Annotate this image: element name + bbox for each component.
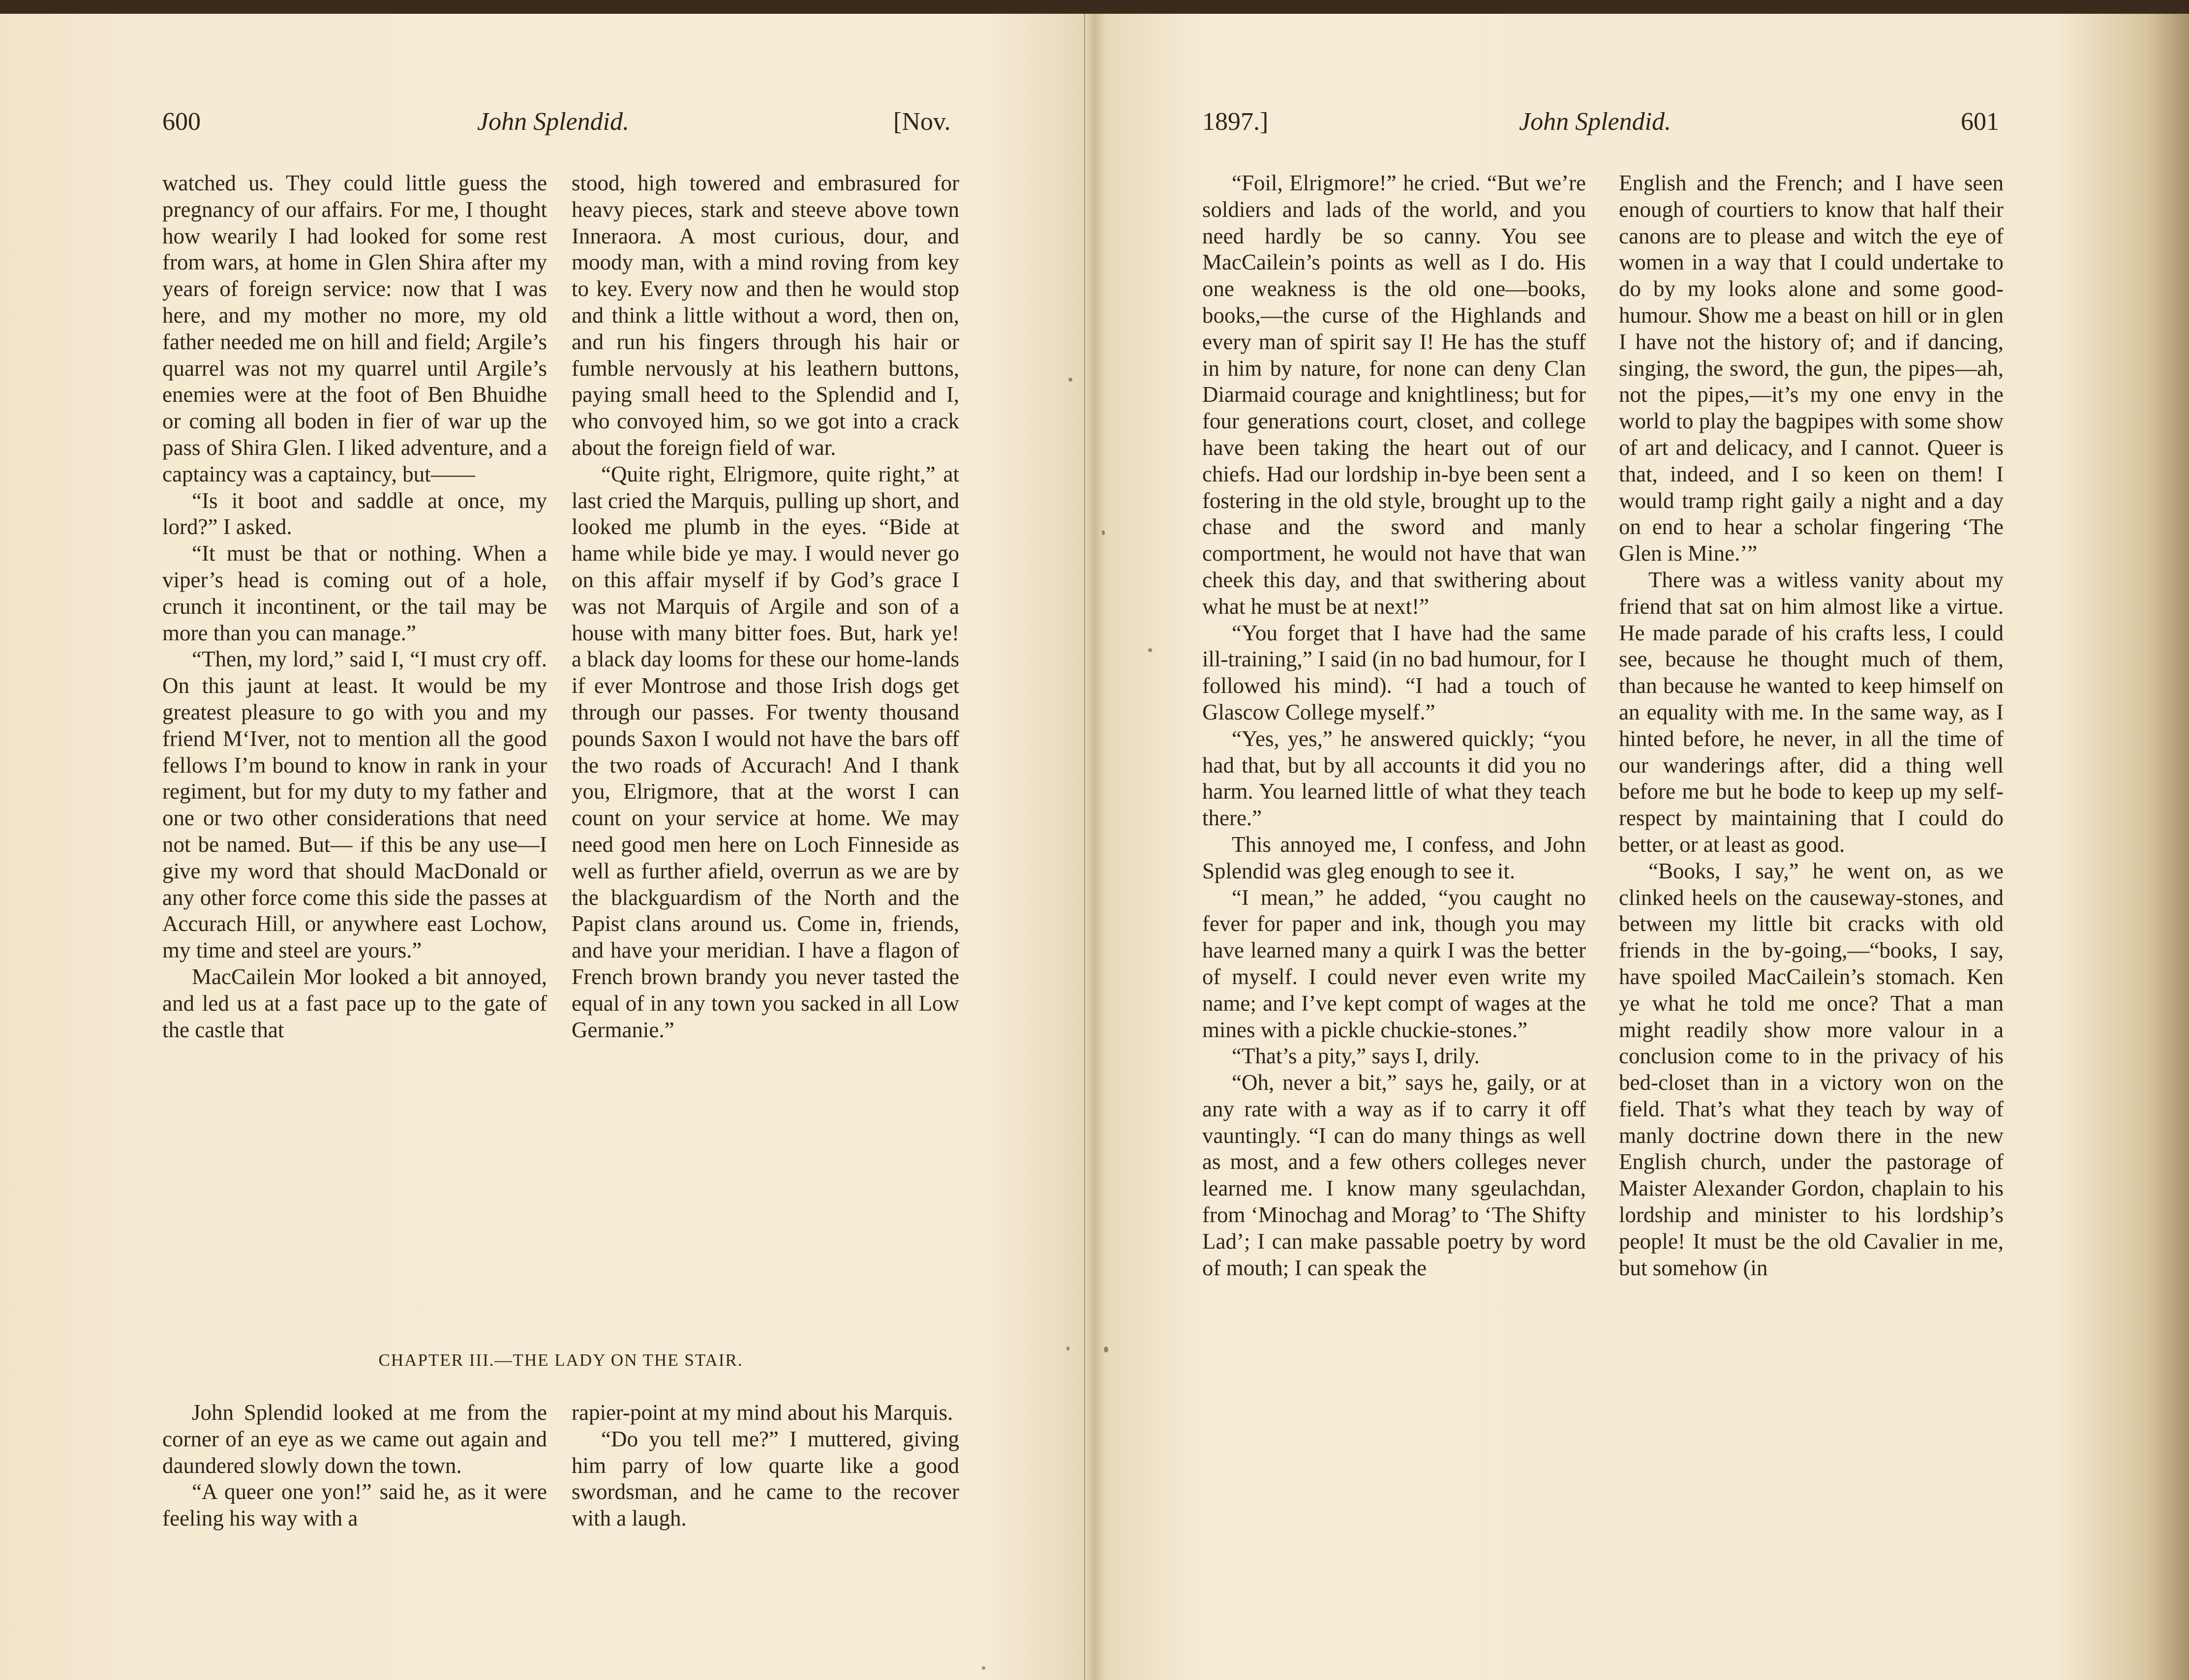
paragraph: rapier-point at my mind about his Marquis. — [572, 1400, 953, 1425]
text-column — [572, 170, 959, 1043]
paragraph: “Foil, Elrigmore!” he cried. “But we’re soldiers and lads of the world, and you need hardly be so canny. You see MacCailein’s points as well as I do. His one weakness is the old one—books, books,—the curse of the Highlands and every man of spirit say I! He has the stuff in him by nature, for none can deny Clan Diarmaid courage and knightliness; but for four generations court, closet, and college have been taking the heart out of our chiefs. Had our lordship in-bye been sent a fostering in the old style, brought up to the chase and the sword and manly comportment, he would not have that wan cheek this day, and that swithering about what he must be at next!” — [1202, 171, 1586, 619]
paragraph: stood, high towered and embrasured for heavy pieces, stark and steeve above town Inneraora. A most curious, dour, and moody man, with a mind roving from key to key. Every now and then he would stop and think a little without a word, then on, and run his fingers through his hair or fumble nervously at his leathern buttons, paying small heed to the Splendid and I, who convoyed him, so we got into a crack about the foreign field of war. — [572, 171, 959, 460]
paper-speck — [1066, 1347, 1069, 1350]
left-page — [0, 14, 1084, 1680]
paragraph: “A queer one yon!” said he, as it were feeling his way with a — [162, 1479, 547, 1531]
running-title: John Splendid. — [477, 108, 630, 136]
paragraph: “You forget that I have had the same ill-training,” I said (in no bad humour, for I followed his mind). “I had a touch of Glascow College myself.” — [1202, 620, 1586, 724]
book-spread — [0, 14, 2189, 1680]
paragraph: “Yes, yes,” he answered quickly; “you had that, but by all accounts it did you no harm. You learned little of what they teach there.” — [1202, 726, 1586, 831]
paragraph: “I mean,” he added, “you caught no fever for paper and ink, though you may have learned many a quirk I was the better of myself. I could never even write my name; and I’ve kept compt of wages at the mines with a pickle chuckie-stones.” — [1202, 885, 1586, 1042]
paragraph: English and the French; and I have seen enough of courtiers to know that half their canons are to please and witch the eye of women in a way that I could undertake to do by my looks alone and some good-humour. Show me a beast on hill or in glen I have not the history of; and if dancing, singing, the sword, the gun, the pipes—ah, not the pipes,—it’s my one envy in the world to play the bagpipes with some show of art and delicacy, and I cannot. Queer is that, indeed, and I so keen on them! I would tramp right gaily a night and a day on end to hear a scholar fingering ‘The Glen is Mine.’” — [1619, 171, 2004, 566]
paragraph: “Then, my lord,” said I, “I must cry off. On this jaunt at least. It would be my greatest pleasure to go with you and my friend M‘Iver, not to mention all the good fellows I’m bound to know in rank in your regiment, but for my duty to my father and one or two other considerations that need not be named. But— if this be any use—I give my word that should MacDonald or any other force come this side the passes at Accurach Hill, or anywhere east Lochow, my time and steel are yours.” — [162, 647, 547, 963]
paper-speck — [1104, 1347, 1108, 1352]
text-column — [1619, 170, 2004, 1281]
paper-speck — [982, 1666, 985, 1670]
page-number: 601 — [1961, 108, 1999, 136]
paragraph: watched us. They could little guess the pregnancy of our affairs. For me, I thought how wearily I had looked for some rest from wars, at home in Glen Shira after my years of foreign service: now that I was here, and my mother no more, my old father needed me on hill and field; Argile’s quarrel was not my quarrel until Argile’s enemies were at the foot of Ben Bhuidhe or coming all boden in fier of war up the pass of Shira Glen. I liked adventure, and a captaincy was a captaincy, but—— — [162, 171, 547, 486]
paper-speck — [1068, 378, 1072, 382]
paragraph: There was a witless vanity about my friend that sat on him almost like a virtue. He made parade of his crafts less, I could see, because he thought much of them, than because he wanted to keep himself on an equality with me. In the same way, as I hinted before, he never, in all the time of our wanderings after, did a thing well before me but he bode to keep up my self-respect by maintaining that I could do better, or at least as good. — [1619, 567, 2004, 857]
paragraph: John Splendid looked at me from the corner of an eye as we came out again and daundered slowly down the town. — [162, 1400, 547, 1478]
text-column — [162, 170, 547, 1043]
running-title: John Splendid. — [1519, 108, 1672, 136]
paragraph: “That’s a pity,” says I, drily. — [1232, 1044, 1480, 1069]
text-column — [572, 1400, 959, 1532]
paragraph: “Do you tell me?” I muttered, giving him parry of low quarte like a good swordsman, and he came to the recover with a laugh. — [572, 1426, 959, 1531]
right-page — [1085, 14, 2189, 1680]
paragraph: “Is it boot and saddle at once, my lord?” I asked. — [162, 488, 547, 540]
text-column — [1202, 170, 1586, 1281]
paragraph: “Quite right, Elrigmore, quite right,” at last cried the Marquis, pulling up short, and looked me plumb in the eyes. “Bide at hame while bide ye may. I would never go on this affair myself if by God’s grace I was not Marquis of Argile and son of a house with many bitter foes. But, hark ye! a black day looms for these our home-lands if ever Montrose and those Irish dogs get through our passes. For twenty thousand pounds Saxon I would not have the bars off the two roads of Accurach! And I thank you, Elrigmore, that at the worst I can count on your service at home. We may need good men here on Loch Finneside as well as further afield, overrun as we are by the blackguardism of the North and the Papist clans around us. Come in, friends, and have your meridian. I have a flagon of French brown brandy you never tasted the equal of in any town you sacked in all Low Germanie.” — [572, 461, 959, 1042]
page-number: 600 — [162, 108, 201, 136]
running-date: [Nov. — [893, 108, 951, 136]
text-column — [162, 1400, 547, 1532]
paragraph: “Books, I say,” he went on, as we clinked heels on the causeway-stones, and between my little bit cracks with old friends in the by-going,—“books, I say, have spoiled MacCailein’s stomach. Ken ye what he told me once? That a man might readily show more valour in a conclusion come to in the privacy of his bed-closet than in a victory won on the field. That’s what they teach by way of manly doctrine down there in the new English church, under the pastorage of Maister Alexander Gordon, chaplain to his lordship and minister to his lordship’s people! It must be the old Cavalier in me, but somehow (in — [1619, 858, 2004, 1280]
paper-speck — [1148, 648, 1152, 652]
paragraph: This annoyed me, I confess, and John Splendid was gleg enough to see it. — [1202, 832, 1586, 883]
paragraph: MacCailein Mor looked a bit annoyed, and led us at a fast pace up to the gate of the castle that — [162, 964, 547, 1042]
running-date: 1897.] — [1202, 108, 1269, 136]
chapter-heading: CHAPTER III.—THE LADY ON THE STAIR. — [378, 1350, 743, 1370]
paragraph: “Oh, never a bit,” says he, gaily, or at any rate with a way as if to carry it off vauntingly. “I can do many things as well as most, and a few others colleges never learned me. I know many sgeulachdan, from ‘Minochag and Morag’ to ‘The Shifty Lad’; I can make passable poetry by word of mouth; I can speak the — [1202, 1070, 1586, 1280]
paragraph: “It must be that or nothing. When a viper’s head is coming out of a hole, crunch it incontinent, or the tail may be more than you can manage.” — [162, 541, 547, 645]
paper-speck — [1102, 530, 1105, 535]
